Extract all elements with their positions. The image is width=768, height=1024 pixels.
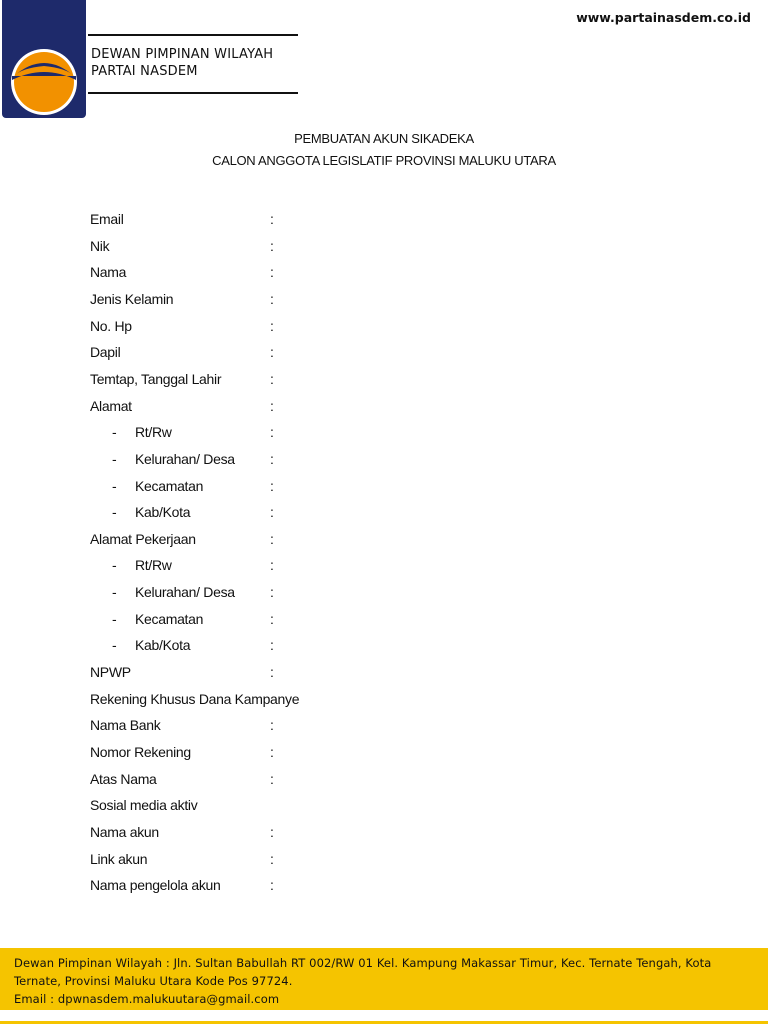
- field-label: Link akun: [90, 850, 148, 867]
- field-colon: :: [270, 450, 274, 467]
- party-logo: [2, 0, 86, 118]
- title-line-2: CALON ANGGOTA LEGISLATIF PROVINSI MALUKU UTARA: [212, 153, 556, 168]
- bullet-dash: -: [112, 424, 117, 441]
- nasdem-logo-icon: [6, 46, 82, 116]
- bullet-dash: -: [112, 557, 117, 574]
- field-label: Temtap, Tanggal Lahir: [90, 370, 222, 387]
- field-label: NPWP: [90, 664, 131, 681]
- bullet-dash: -: [112, 450, 117, 467]
- field-label: Alamat Pekerjaan: [90, 530, 196, 547]
- header-bottom-rule: [88, 92, 298, 94]
- field-colon: :: [270, 264, 274, 281]
- field-colon: :: [270, 717, 274, 734]
- field-label: Dapil: [90, 344, 121, 361]
- field-colon: :: [270, 370, 274, 387]
- field-label: Kecamatan: [135, 610, 204, 627]
- field-colon: :: [270, 317, 274, 334]
- field-colon: :: [270, 237, 274, 254]
- field-label: Rt/Rw: [135, 424, 172, 441]
- title-line-1: PEMBUATAN AKUN SIKADEKA: [294, 131, 474, 146]
- field-colon: :: [270, 530, 274, 547]
- field-label: Email: [90, 211, 124, 227]
- field-label: Kab/Kota: [135, 504, 191, 521]
- field-colon: :: [270, 744, 274, 760]
- field-label: Rekening Khusus Dana Kampanye: [90, 690, 300, 707]
- field-colon: :: [270, 637, 274, 654]
- field-colon: :: [270, 290, 274, 307]
- bullet-dash: -: [112, 610, 117, 627]
- field-colon: :: [270, 344, 274, 361]
- field-label: Jenis Kelamin: [90, 290, 174, 307]
- field-colon: :: [270, 877, 274, 894]
- bullet-dash: -: [112, 477, 117, 494]
- org-line-1: DEWAN PIMPINAN WILAYAH: [91, 47, 274, 62]
- footer-email: Email : dpwnasdem.malukuutara@gmail.com: [14, 992, 280, 1006]
- field-label: Alamat: [90, 397, 132, 414]
- field-colon: :: [270, 584, 274, 601]
- field-colon: :: [270, 850, 274, 867]
- field-colon: :: [270, 557, 274, 574]
- org-name: [91, 46, 273, 80]
- field-colon: :: [270, 424, 274, 441]
- bullet-dash: -: [112, 504, 117, 521]
- field-label: Nama Bank: [90, 717, 161, 734]
- field-colon: :: [270, 477, 274, 494]
- field-colon: :: [270, 504, 274, 521]
- field-colon: :: [270, 823, 274, 840]
- org-line-2: PARTAI NASDEM: [91, 64, 198, 79]
- field-label: Nama akun: [90, 823, 159, 840]
- header-top-rule: [88, 34, 298, 36]
- website-url: www.partainasdem.co.id: [576, 10, 751, 25]
- field-colon: :: [270, 610, 274, 627]
- footer-address: [0, 948, 768, 1010]
- field-label: Nik: [90, 237, 110, 254]
- bullet-dash: -: [112, 584, 117, 601]
- footer-line-2: Ternate, Provinsi Maluku Utara Kode Pos 97724.: [14, 974, 293, 988]
- document-title: [0, 128, 768, 172]
- bullet-dash: -: [112, 637, 117, 654]
- field-label: Nama: [90, 264, 127, 281]
- field-label: Rt/Rw: [135, 557, 172, 574]
- field-colon: :: [270, 770, 274, 787]
- field-label: Kab/Kota: [135, 637, 191, 654]
- field-label: Kecamatan: [135, 477, 204, 494]
- field-label: Kelurahan/ Desa: [135, 584, 235, 601]
- field-label: Nomor Rekening: [90, 744, 191, 760]
- field-label: No. Hp: [90, 317, 132, 334]
- field-colon: :: [270, 397, 274, 414]
- footer-line-1: Dewan Pimpinan Wilayah : Jln. Sultan Babullah RT 002/RW 01 Kel. Kampung Makassar Timur, Kec. Ternate Tengah, Kota: [14, 956, 712, 970]
- field-label: Atas Nama: [90, 770, 157, 787]
- field-colon: :: [270, 211, 274, 227]
- field-colon: :: [270, 664, 274, 681]
- field-label: Nama pengelola akun: [90, 877, 221, 894]
- field-label: Kelurahan/ Desa: [135, 450, 235, 467]
- field-label: Sosial media aktiv: [90, 797, 198, 814]
